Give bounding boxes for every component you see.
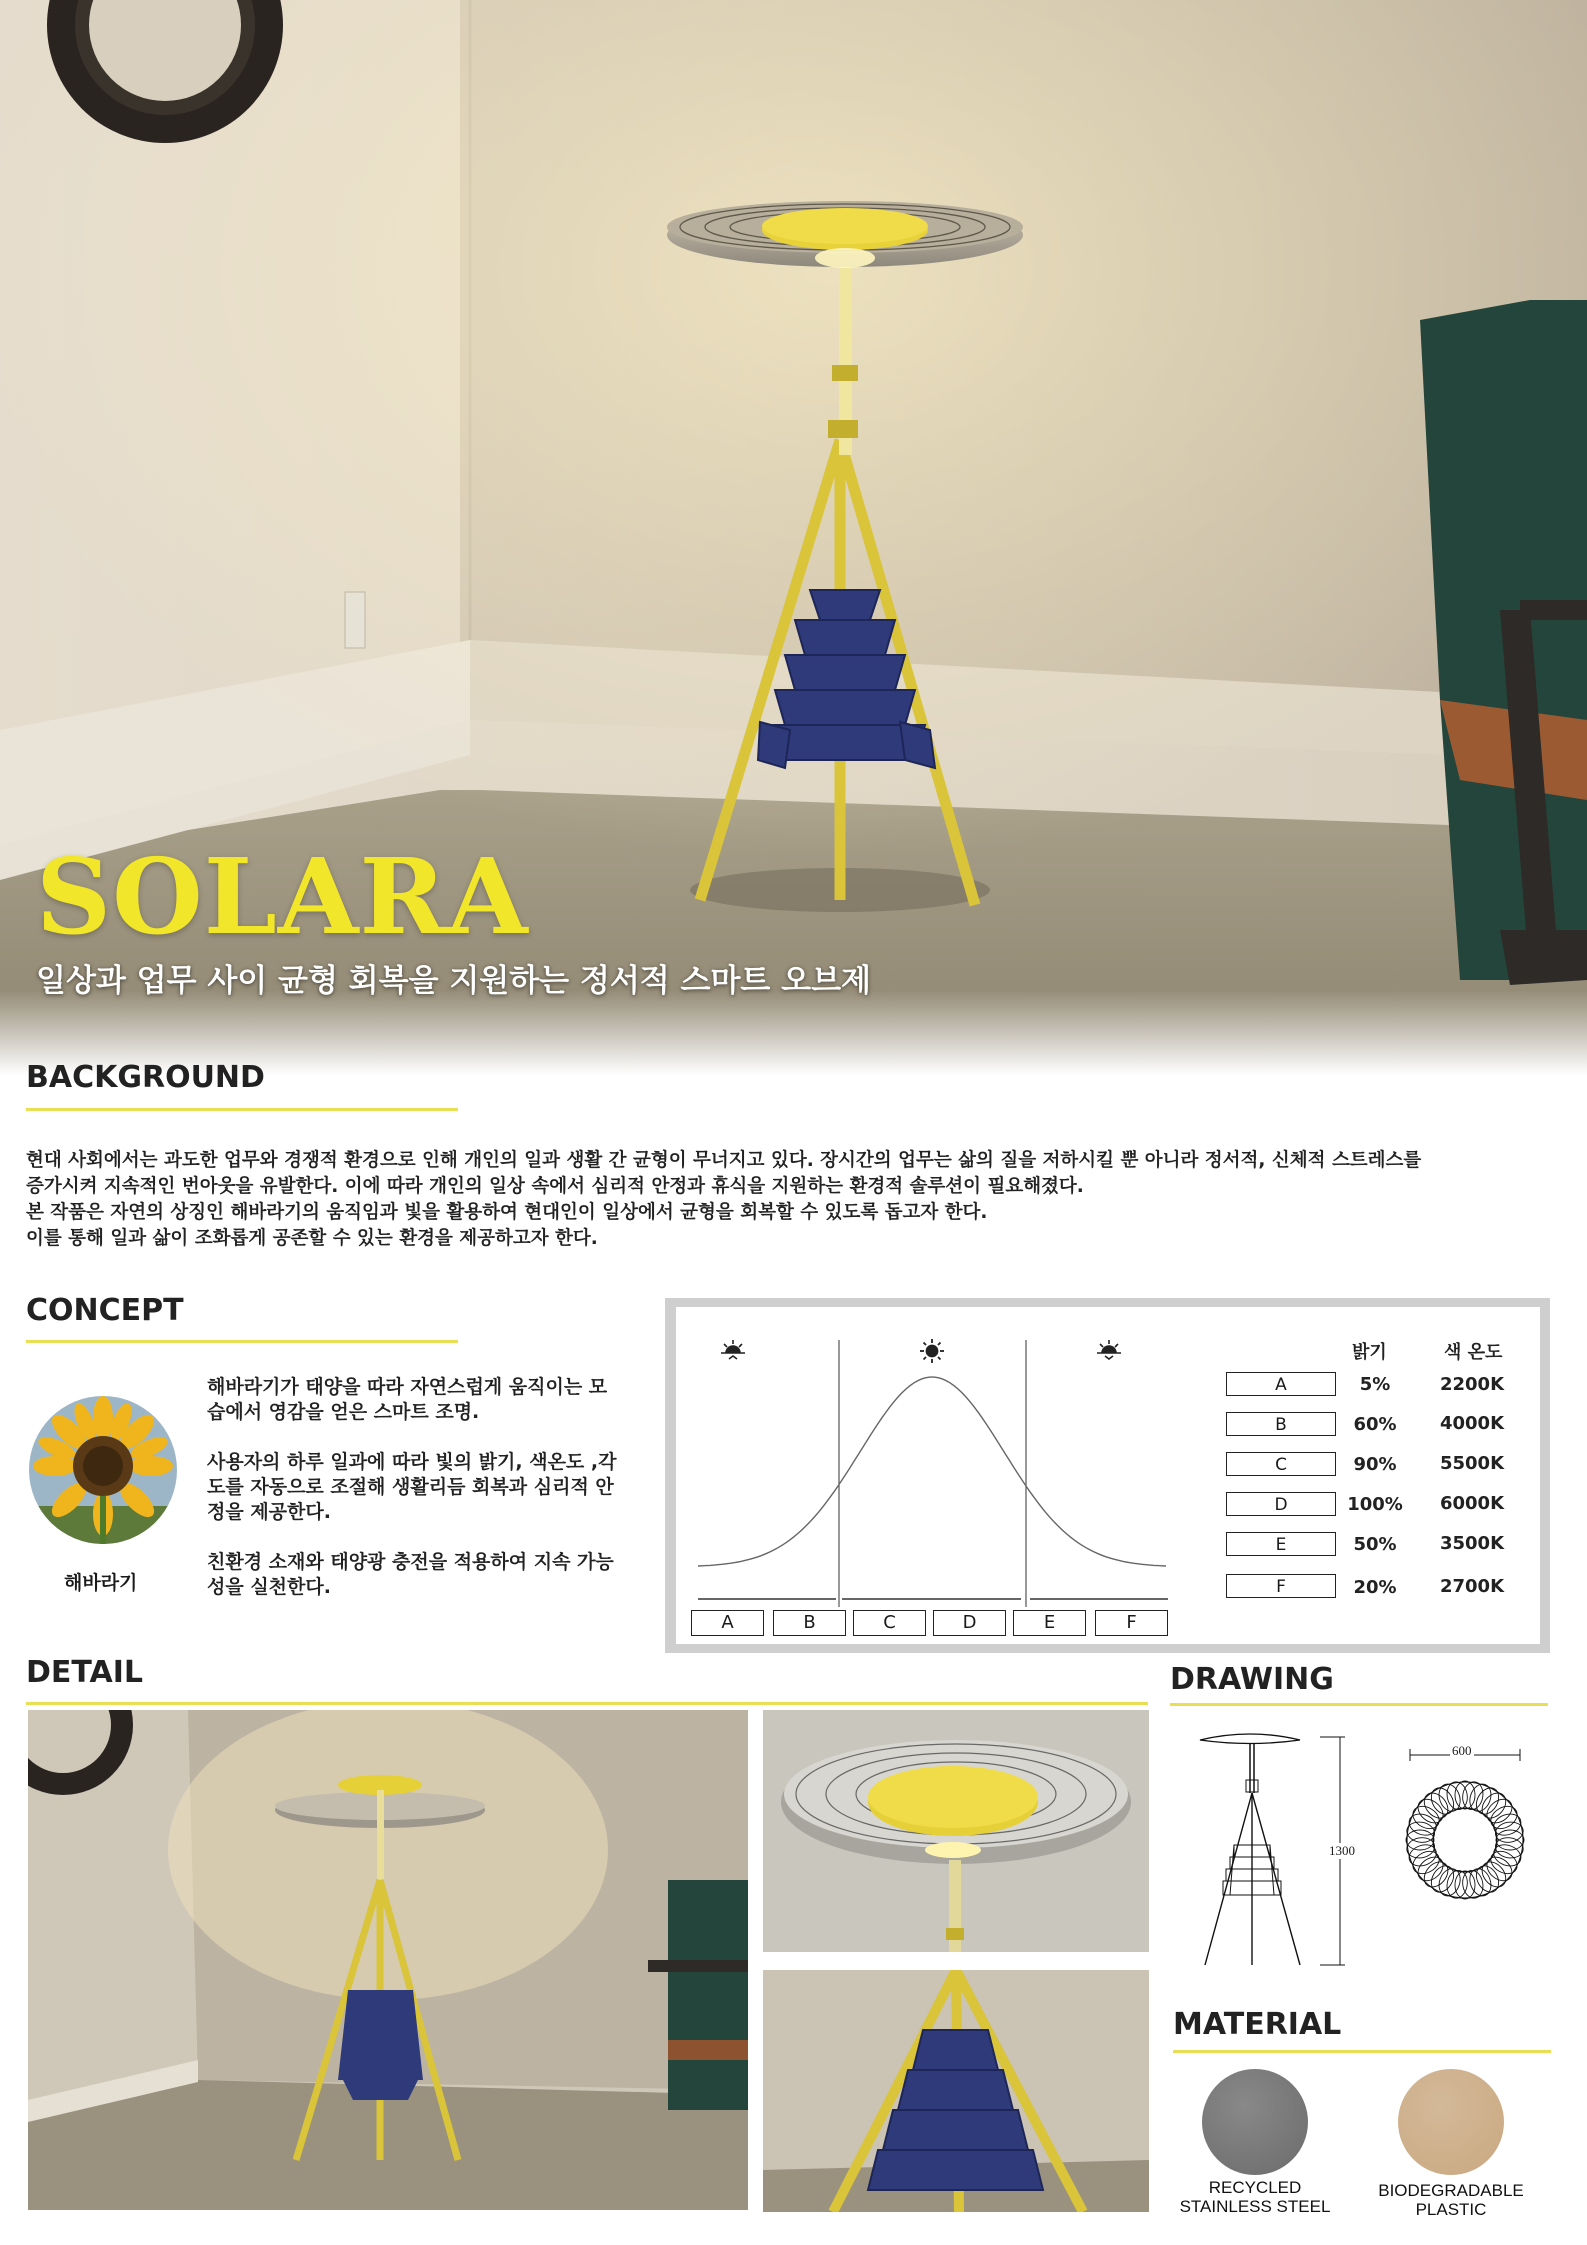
segment-label: A xyxy=(691,1610,764,1636)
steel-swatch xyxy=(1202,2069,1308,2175)
width-dimension: 600 xyxy=(1452,1743,1472,1758)
row-label: A xyxy=(1226,1372,1336,1396)
rosette-petal xyxy=(1413,1794,1447,1827)
concept-paragraph: 사용자의 하루 일과에 따라 빛의 밝기, 색온도 ,각도를 자동으로 조절해 생활리듬 회복과 심리적 안정을 제공한다. xyxy=(207,1451,617,1523)
segment-label: C xyxy=(853,1610,926,1636)
brightness-curve xyxy=(698,1377,1166,1566)
plastic-label xyxy=(1366,2181,1536,2219)
row-color-temp: 2200K xyxy=(1439,1374,1505,1395)
material-heading: MATERIAL xyxy=(1173,2007,1342,2042)
steel-label xyxy=(1170,2178,1340,2216)
segment-label: F xyxy=(1095,1610,1168,1636)
rosette-petal xyxy=(1496,1830,1524,1850)
row-brightness: 50% xyxy=(1353,1534,1397,1555)
rosette-petal xyxy=(1455,1781,1475,1809)
row-label: C xyxy=(1226,1452,1336,1476)
background-heading: BACKGROUND xyxy=(26,1060,265,1095)
background-line: 본 작품은 자연의 상징인 해바라기의 움직임과 빛을 활용하여 현대인이 일상에서 균형을 회복할 수 있도록 돕고자 한다. xyxy=(26,1202,988,1223)
drawing-underline xyxy=(1170,1703,1548,1706)
detail-photo-full xyxy=(28,1710,748,2210)
concept-underline xyxy=(26,1340,458,1343)
rosette-petal xyxy=(1455,1871,1475,1899)
row-brightness: 90% xyxy=(1353,1454,1397,1475)
rosette-petal xyxy=(1419,1857,1452,1891)
rosette-petal xyxy=(1413,1852,1447,1885)
rosette-petal xyxy=(1477,1788,1510,1822)
row-label: F xyxy=(1226,1574,1336,1598)
background-line: 현대 사회에서는 과도한 업무와 경쟁적 환경으로 인해 개인의 일과 생활 간 균형이 무너지고 있다. 장시간의 업무는 삶의 질을 저하시킬 뿐 아니라 정서적, 신체적 스트레스를 xyxy=(26,1150,1422,1171)
technical-drawing xyxy=(1190,1725,1550,1975)
rosette-petal xyxy=(1406,1830,1434,1850)
rosette-petal xyxy=(1482,1794,1516,1827)
segment-label: E xyxy=(1013,1610,1086,1636)
row-brightness: 5% xyxy=(1359,1374,1391,1395)
color-temp-header: 색 온도 xyxy=(1444,1342,1503,1363)
row-color-temp: 4000K xyxy=(1439,1413,1505,1434)
row-brightness: 60% xyxy=(1353,1414,1397,1435)
concept-text xyxy=(207,1375,622,1625)
detail-photo-petals xyxy=(763,1970,1149,2212)
rosette-petal xyxy=(1482,1852,1516,1885)
plastic-label-line2: PLASTIC xyxy=(1415,2200,1487,2219)
product-subtitle: 일상과 업무 사이 균형 회복을 지원하는 정서적 스마트 오브제 xyxy=(36,963,871,999)
row-label: D xyxy=(1226,1492,1336,1516)
concept-heading: CONCEPT xyxy=(26,1293,184,1328)
material-underline xyxy=(1173,2050,1551,2053)
row-brightness: 100% xyxy=(1347,1494,1403,1515)
sun-icon xyxy=(920,1339,944,1363)
background-underline xyxy=(26,1108,458,1111)
row-color-temp: 3500K xyxy=(1439,1533,1505,1554)
background-text xyxy=(26,1148,1566,1252)
brightness-header: 밝기 xyxy=(1352,1342,1387,1363)
sunflower-caption: 해바라기 xyxy=(64,1572,138,1594)
detail-photo-dish xyxy=(763,1710,1149,1952)
concept-paragraph: 해바라기가 태양을 따라 자연스럽게 움직이는 모습에서 영감을 얻은 스마트 조명. xyxy=(207,1376,608,1423)
steel-label-line1: RECYCLED xyxy=(1208,2178,1302,2197)
row-color-temp: 6000K xyxy=(1439,1493,1505,1514)
steel-label-line2: STAINLESS STEEL xyxy=(1179,2197,1331,2216)
row-color-temp: 2700K xyxy=(1439,1576,1505,1597)
sunset-icon xyxy=(1097,1340,1121,1359)
sunrise-icon xyxy=(721,1340,745,1359)
plastic-label-line1: BIODEGRADABLE xyxy=(1378,2181,1524,2200)
concept-paragraph: 친환경 소재와 태양광 충전을 적용하여 지속 가능성을 실천한다. xyxy=(207,1551,614,1598)
rosette-petal xyxy=(1477,1857,1510,1891)
plastic-swatch xyxy=(1398,2069,1504,2175)
row-brightness: 20% xyxy=(1353,1577,1397,1598)
segment-label: D xyxy=(933,1610,1006,1636)
row-color-temp: 5500K xyxy=(1439,1453,1505,1474)
segment-label: B xyxy=(773,1610,846,1636)
product-title: SOLARA xyxy=(36,835,529,958)
row-label: B xyxy=(1226,1412,1336,1436)
background-line: 이를 통해 일과 삶이 조화롭게 공존할 수 있는 환경을 제공하고자 한다. xyxy=(26,1228,598,1249)
rosette-petal xyxy=(1419,1788,1452,1822)
height-dimension: 1300 xyxy=(1329,1843,1355,1858)
background-line: 증가시켜 지속적인 번아웃을 유발한다. 이에 따라 개인의 일상 속에서 심리적 안정과 휴식을 지원하는 환경적 솔루션이 필요해졌다. xyxy=(26,1176,1084,1197)
detail-underline xyxy=(26,1702,1148,1705)
drawing-heading: DRAWING xyxy=(1170,1662,1334,1697)
sunflower-image xyxy=(29,1396,177,1544)
row-label: E xyxy=(1226,1532,1336,1556)
detail-heading: DETAIL xyxy=(26,1655,144,1690)
